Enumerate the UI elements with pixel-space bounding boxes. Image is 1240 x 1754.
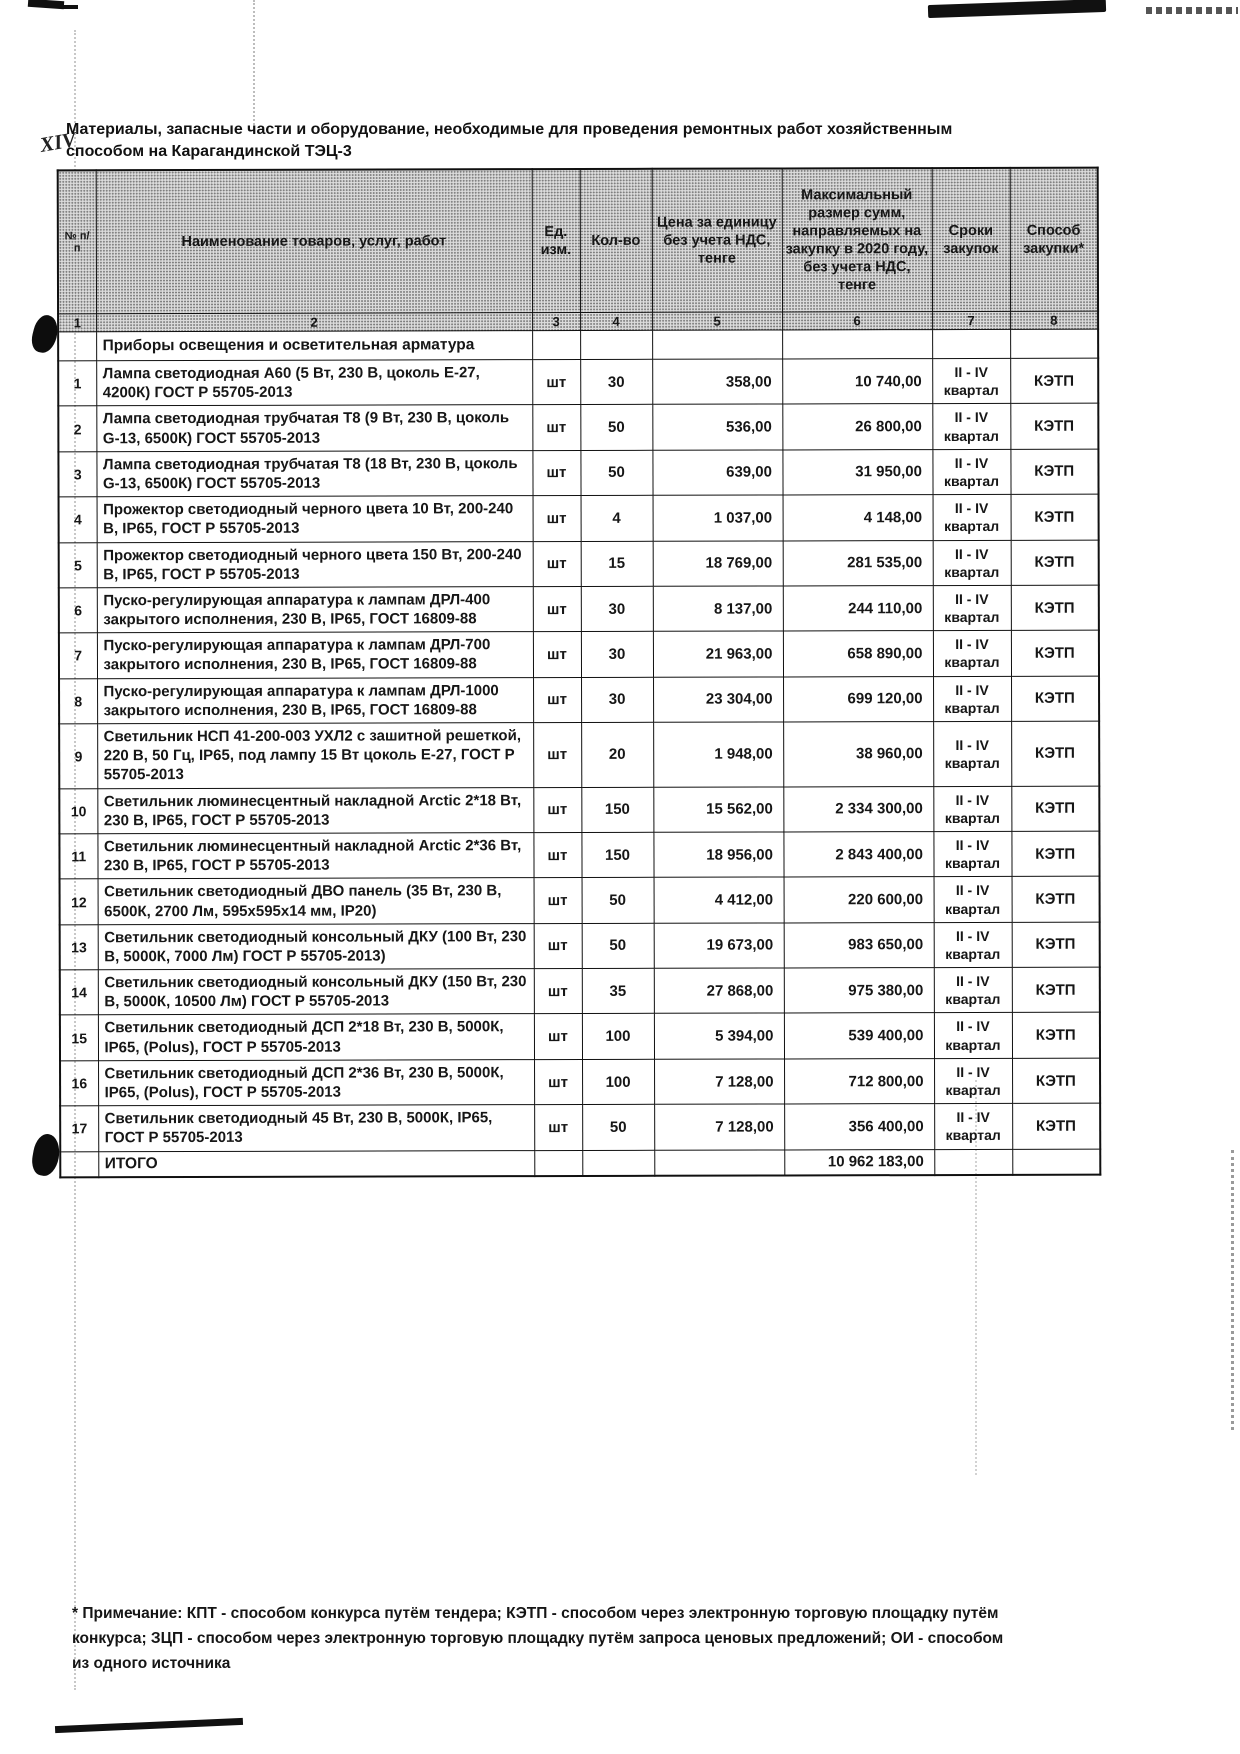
method-cell: КЭТП [1010, 404, 1098, 450]
colnum-2: 2 [96, 313, 532, 332]
unit-price-cell: 536,00 [652, 404, 782, 450]
term-cell: II - IV квартал [933, 494, 1011, 540]
procurement-table-wrap [57, 167, 1100, 1178]
row-num-cell: 14 [60, 970, 98, 1015]
row-num-cell: 17 [60, 1106, 98, 1151]
term-cell: II - IV квартал [933, 540, 1011, 586]
unit-price-cell: 8 137,00 [653, 586, 783, 632]
table-row [60, 1103, 1100, 1151]
scan-streak-top-right-2 [1146, 7, 1238, 14]
unit-cell: шт [533, 722, 581, 787]
item-name-cell: Лампа светодиодная трубчатая Т8 (18 Вт, 230 В, цоколь G-13, 6500К) ГОСТ 55705-2013 [96, 450, 532, 497]
method-cell: КЭТП [1011, 831, 1099, 877]
unit-price-cell: 15 562,00 [653, 787, 783, 833]
fold-line-right-edge [1231, 1150, 1234, 1430]
colnum-5: 5 [652, 312, 782, 330]
header-cell-name: Наименование товаров, услуг, работ [96, 169, 532, 314]
method-cell: КЭТП [1012, 1013, 1100, 1059]
item-name-cell: Светильник светодиодный ДСП 2*36 Вт, 230 В, 5000К, IP65, (Polus), ГОСТ Р 55705-2013 [98, 1059, 534, 1106]
item-name-cell: Светильник светодиодный ДВО панель (35 Вт, 230 В, 6500К, 2700 Лм, 595х595х14 мм, IP20) [98, 878, 534, 925]
quantity-cell: 15 [581, 541, 653, 587]
unit-cell: шт [534, 1014, 582, 1060]
scan-line-bottom-left [55, 1718, 243, 1733]
table-row [60, 1013, 1100, 1061]
unit-price-cell: 18 769,00 [653, 540, 783, 586]
colnum-8: 8 [1010, 311, 1098, 329]
unit-cell: шт [532, 450, 580, 496]
table-row [59, 494, 1099, 542]
table-row [59, 585, 1099, 633]
header-cell-qty: Кол-во [580, 169, 652, 313]
table-row [60, 876, 1100, 924]
total-row [60, 1149, 1100, 1177]
section-title-cell: Приборы освещения и осветительная арматура [96, 331, 532, 361]
method-cell: КЭТП [1012, 922, 1100, 968]
item-name-cell: Светильник НСП 41-200-003 УХЛ2 с зашитной решеткой, 220 В, 50 Гц, IP65, под лампу 15 Вт цоколь Е-27, ГОСТ Р 55705-2013 [97, 723, 533, 789]
method-cell: КЭТП [1010, 358, 1098, 404]
header-cell-term: Сроки закупок [932, 168, 1010, 312]
item-name-cell: Светильник люминесцентный накладной Arctic 2*18 Вт, 230 В, IP65, ГОСТ Р 55705-2013 [97, 787, 533, 834]
row-num-cell: 9 [59, 724, 97, 789]
colnum-7: 7 [932, 311, 1010, 329]
unit-price-cell: 5 394,00 [654, 1013, 784, 1059]
quantity-cell: 4 [581, 495, 653, 541]
section-num-cell [58, 332, 96, 361]
item-name-cell: Лампа светодиодная А60 (5 Вт, 230 В, цоколь Е-27, 4200К) ГОСТ Р 55705-2013 [96, 360, 532, 407]
document-title: Материалы, запасные части и оборудование, необходимые для проведения ремонтных работ хозяйственным способом на Карагандинской ТЭЦ-3 [66, 121, 953, 161]
unit-cell: шт [533, 632, 581, 678]
row-num-cell: 13 [60, 924, 98, 969]
unit-price-cell: 7 128,00 [654, 1104, 784, 1150]
max-sum-cell: 10 740,00 [782, 359, 932, 405]
handwritten-margin-note: XIV [38, 127, 78, 157]
item-name-cell: Пуско-регулирующая аппаратура к лампам ДРЛ-1000 закрытого исполнения, 230 В, IP65, ГОСТ 16809-88 [97, 677, 533, 724]
unit-cell: шт [533, 496, 581, 542]
scan-streak-top-right [928, 0, 1106, 18]
quantity-cell: 50 [582, 1104, 654, 1150]
method-cell: КЭТП [1011, 494, 1099, 540]
row-num-cell: 6 [59, 588, 97, 633]
total-label-cell: ИТОГО [98, 1150, 534, 1177]
max-sum-cell: 975 380,00 [784, 968, 934, 1014]
method-cell: КЭТП [1011, 585, 1099, 631]
method-cell: КЭТП [1011, 630, 1099, 676]
max-sum-cell: 983 650,00 [784, 922, 934, 968]
row-num-cell: 16 [60, 1061, 98, 1106]
procurement-table [57, 167, 1102, 1178]
colnum-3: 3 [532, 312, 580, 330]
unit-cell: шт [532, 359, 580, 405]
item-name-cell: Пуско-регулирующая аппаратура к лампам ДРЛ-400 закрытого исполнения, 230 В, IP65, ГОСТ 16809-88 [97, 586, 533, 633]
unit-price-cell: 639,00 [652, 450, 782, 496]
term-cell: II - IV квартал [933, 786, 1011, 832]
max-sum-cell: 539 400,00 [784, 1013, 934, 1059]
max-sum-cell: 4 148,00 [783, 495, 933, 541]
row-num-cell: 3 [58, 452, 96, 497]
method-cell: КЭТП [1012, 876, 1100, 922]
row-num-cell: 4 [59, 497, 97, 542]
table-row [58, 358, 1098, 406]
scan-mark-top-left [28, 0, 64, 9]
table-row [58, 404, 1098, 452]
scan-mark-top-left-2 [62, 5, 78, 9]
item-name-cell: Лампа светодиодная трубчатая Т8 (9 Вт, 230 В, цоколь G-13, 6500К) ГОСТ 55705-2013 [96, 405, 532, 452]
term-cell: II - IV квартал [933, 721, 1011, 786]
unit-cell: шт [534, 969, 582, 1015]
unit-cell: шт [533, 677, 581, 723]
method-cell: КЭТП [1010, 449, 1098, 495]
quantity-cell: 100 [582, 1059, 654, 1105]
header-row [58, 168, 1098, 314]
unit-price-cell: 4 412,00 [654, 877, 784, 923]
row-num-cell: 7 [59, 633, 97, 678]
unit-cell: шт [534, 878, 582, 924]
header-cell-unit: Ед. изм. [532, 169, 580, 313]
max-sum-cell: 38 960,00 [783, 722, 933, 787]
term-cell: II - IV квартал [934, 967, 1012, 1013]
term-cell: II - IV квартал [933, 831, 1011, 877]
row-num-cell: 5 [59, 542, 97, 587]
term-cell: II - IV квартал [934, 877, 1012, 923]
term-cell: II - IV квартал [932, 358, 1010, 404]
method-cell: КЭТП [1011, 676, 1099, 722]
table-row [59, 540, 1099, 588]
row-num-cell: 12 [60, 879, 98, 924]
unit-price-cell: 7 128,00 [654, 1059, 784, 1105]
table-row [60, 922, 1100, 970]
unit-cell: шт [533, 787, 581, 833]
unit-price-cell: 21 963,00 [653, 631, 783, 677]
unit-price-cell: 23 304,00 [653, 677, 783, 723]
method-cell: КЭТП [1011, 540, 1099, 586]
item-name-cell: Светильник светодиодный консольный ДКУ (100 Вт, 230 В, 5000К, 7000 Лм) ГОСТ Р 55705-2013) [98, 923, 534, 970]
unit-cell: шт [533, 586, 581, 632]
unit-cell: шт [532, 405, 580, 451]
row-num-cell: 1 [58, 361, 96, 406]
method-cell: КЭТП [1012, 1103, 1100, 1149]
unit-cell: шт [534, 1105, 582, 1151]
unit-cell: шт [533, 832, 581, 878]
colnum-4: 4 [580, 312, 652, 330]
row-num-cell: 8 [59, 678, 97, 723]
method-cell: КЭТП [1011, 721, 1099, 786]
max-sum-cell: 356 400,00 [784, 1104, 934, 1150]
table-row [60, 1058, 1100, 1106]
row-num-cell: 11 [59, 834, 97, 879]
unit-price-cell: 1 037,00 [653, 495, 783, 541]
quantity-cell: 50 [582, 878, 654, 924]
quantity-cell: 30 [580, 359, 652, 405]
total-value-cell: 10 962 183,00 [784, 1149, 934, 1175]
max-sum-cell: 220 600,00 [784, 877, 934, 923]
header-cell-price: Цена за единицу без учета НДС, тенге [652, 168, 782, 312]
max-sum-cell: 281 535,00 [783, 540, 933, 586]
item-name-cell: Светильник светодиодный ДСП 2*18 Вт, 230 В, 5000К, IP65, (Polus), ГОСТ Р 55705-2013 [98, 1014, 534, 1061]
footnote: * Примечание: КПТ - способом конкурса путём тендера; КЭТП - способом через электронную торговую площадку путём конкурса; ЗЦП - способом через электронную торговую площадку путём запроса ценовых предложений; ОИ - способом из одного источника [72, 1605, 1004, 1672]
max-sum-cell: 2 843 400,00 [783, 832, 933, 878]
row-num-cell: 2 [58, 406, 96, 451]
quantity-cell: 30 [581, 677, 653, 723]
quantity-cell: 20 [581, 722, 653, 787]
quantity-cell: 50 [582, 923, 654, 969]
table-row [59, 831, 1099, 879]
max-sum-cell: 244 110,00 [783, 585, 933, 631]
header-cell-sum: Максимальный размер сумм, направляемых на закупку в 2020 году, без учета НДС, тенге [782, 168, 932, 312]
term-cell: II - IV квартал [934, 1013, 1012, 1059]
header-cell-method: Способ закупки* [1010, 168, 1098, 312]
unit-cell: шт [534, 1059, 582, 1105]
method-cell: КЭТП [1012, 967, 1100, 1013]
term-cell: II - IV квартал [933, 585, 1011, 631]
item-name-cell: Светильник светодиодный консольный ДКУ (150 Вт, 230 В, 5000К, 10500 Лм) ГОСТ Р 55705-2013 [98, 969, 534, 1016]
item-name-cell: Светильник светодиодный 45 Вт, 230 В, 5000К, IP65, ГОСТ Р 55705-2013 [98, 1105, 534, 1152]
term-cell: II - IV квартал [932, 449, 1010, 495]
unit-cell: шт [534, 923, 582, 969]
quantity-cell: 50 [580, 450, 652, 496]
row-num-cell: 15 [60, 1015, 98, 1060]
unit-price-cell: 18 956,00 [653, 832, 783, 878]
table-row [59, 630, 1099, 678]
row-num-cell: 10 [59, 788, 97, 833]
max-sum-cell: 699 120,00 [783, 676, 933, 722]
quantity-cell: 50 [580, 405, 652, 451]
table-row [60, 967, 1100, 1015]
max-sum-cell: 2 334 300,00 [783, 786, 933, 832]
item-name-cell: Светильник люминесцентный накладной Arctic 2*36 Вт, 230 В, IP65, ГОСТ Р 55705-2013 [97, 833, 533, 880]
quantity-cell: 150 [581, 787, 653, 833]
unit-price-cell: 358,00 [652, 359, 782, 405]
method-cell: КЭТП [1011, 786, 1099, 832]
hole-punch-bottom [30, 1132, 63, 1178]
table-row [58, 449, 1098, 497]
unit-price-cell: 27 868,00 [654, 968, 784, 1014]
max-sum-cell: 26 800,00 [782, 404, 932, 450]
item-name-cell: Прожектор светодиодный черного цвета 10 Вт, 200-240 В, IP65, ГОСТ Р 55705-2013 [97, 496, 533, 543]
max-sum-cell: 712 800,00 [784, 1058, 934, 1104]
quantity-cell: 30 [581, 586, 653, 632]
item-name-cell: Прожектор светодиодный черного цвета 150 Вт, 200-240 В, IP65, ГОСТ Р 55705-2013 [97, 541, 533, 588]
unit-cell: шт [533, 541, 581, 587]
colnum-6: 6 [782, 312, 932, 330]
quantity-cell: 30 [581, 632, 653, 678]
table-row [59, 676, 1099, 724]
quantity-cell: 35 [582, 968, 654, 1014]
table-row [59, 786, 1099, 834]
header-cell-num: № п/п [58, 170, 96, 314]
max-sum-cell: 31 950,00 [782, 449, 932, 495]
colnum-1: 1 [58, 314, 96, 332]
term-cell: II - IV квартал [934, 922, 1012, 968]
unit-price-cell: 1 948,00 [653, 722, 783, 787]
unit-price-cell: 19 673,00 [654, 923, 784, 969]
term-cell: II - IV квартал [932, 404, 1010, 450]
item-name-cell: Пуско-регулирующая аппаратура к лампам ДРЛ-700 закрытого исполнения, 230 В, IP65, ГОСТ 16809-88 [97, 632, 533, 679]
method-cell: КЭТП [1012, 1058, 1100, 1104]
term-cell: II - IV квартал [933, 631, 1011, 677]
term-cell: II - IV квартал [934, 1058, 1012, 1104]
quantity-cell: 100 [582, 1014, 654, 1060]
table-row [59, 721, 1099, 788]
max-sum-cell: 658 890,00 [783, 631, 933, 677]
quantity-cell: 150 [581, 832, 653, 878]
term-cell: II - IV квартал [934, 1104, 1012, 1150]
term-cell: II - IV квартал [933, 676, 1011, 722]
section-row [58, 329, 1098, 361]
fold-line-top [253, 0, 255, 125]
